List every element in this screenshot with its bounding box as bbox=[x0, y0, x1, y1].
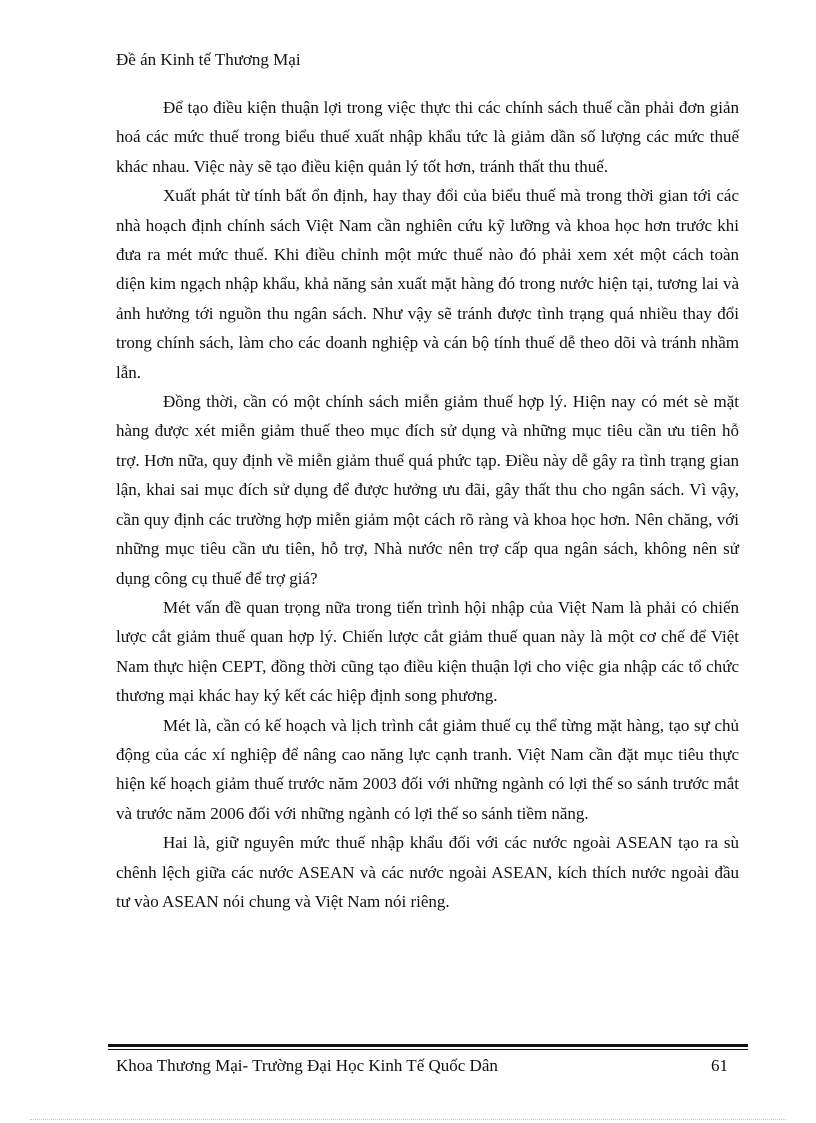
paragraph: Mét vấn đề quan trọng nữa trong tiến trình hội nhập của Việt Nam là phải có chiến lược cắt giảm thuế quan hợp lý. Chiến lược cắt giảm thuế quan này là một cơ chế để Việt Nam thực hiện CEPT, đồng thời cũng tạo điều kiện thuận lợi cho việc gia nhập các tổ chức thương mại khác hay ký kết các hiệp định song phương. bbox=[116, 597, 739, 706]
footer-divider-thick bbox=[108, 1044, 748, 1047]
page-header-title: Đề án Kinh tế Thương Mại bbox=[116, 50, 301, 69]
paragraph: Mét là, cần có kế hoạch và lịch trình cắt giảm thuế cụ thể từng mặt hàng, tạo sự chủ động của các xí nghiệp để nâng cao năng lực cạnh tranh. Việt Nam cần đặt mục tiêu thực hiện kế hoạch giảm thuế trước năm 2003 đối với những ngành có lợi thế so sánh trước mắt và trước năm 2006 đối với những ngành có lợi thế so sánh tiềm năng. bbox=[116, 715, 739, 823]
document-body bbox=[116, 93, 739, 916]
page-bottom-edge bbox=[30, 1119, 786, 1120]
page-footer bbox=[116, 1054, 728, 1078]
page-number: 61 bbox=[711, 1056, 728, 1075]
paragraph: Xuất phát từ tính bất ổn định, hay thay đổi của biểu thuế mà trong thời gian tới các nhà hoạch định chính sách Việt Nam cần nghiên cứu kỹ lưỡng và khoa học hơn trước khi đưa ra mét mức thuế. Khi điều chỉnh một mức thuế nào đó phải xem xét một cách toàn diện kim ngạch nhập khẩu, khả năng sản xuất mặt hàng đó trong nước hiện tại, tương lai và ảnh hưởng tới nguồn thu ngân sách. Như vậy sẽ tránh được tình trạng quá nhiều thay đổi trong chính sách, làm cho các doanh nghiệp và cán bộ tính thuế dễ theo dõi và tránh nhầm lẫn. bbox=[116, 186, 739, 382]
paragraph: Để tạo điều kiện thuận lợi trong việc thực thi các chính sách thuế cần phải đơn giản hoá các mức thuế trong biểu thuế xuất nhập khẩu tức là giảm dần số lượng các mức thuế khác nhau. Việc này sẽ tạo điều kiện quản lý tốt hơn, tránh thất thu thuế. bbox=[116, 98, 739, 176]
paragraph: Hai là, giữ nguyên mức thuế nhập khẩu đối với các nước ngoài ASEAN tạo ra sù chênh lệch giữa các nước ASEAN và các nước ngoài ASEAN, kích thích nước ngoài đầu tư vào ASEAN nói chung và Việt Nam nói riêng. bbox=[116, 833, 739, 911]
footer-divider-thin bbox=[108, 1049, 748, 1050]
paragraph: Đồng thời, cần có một chính sách miễn giảm thuế hợp lý. Hiện nay có mét sè mặt hàng được xét miễn giảm thuế theo mục đích sử dụng và những mục tiêu cần ưu tiên hỗ trợ. Hơn nữa, quy định về miễn giảm thuế quá phức tạp. Điều này dễ gây ra tình trạng gian lận, khai sai mục đích sử dụng để được hưởng ưu đãi, gây thất thu cho ngân sách. Vì vậy, cần quy định các trường hợp miễn giảm một cách rõ ràng và khoa học hơn. Nên chăng, với những mục tiêu cần ưu tiên, hỗ trợ, Nhà nước nên trợ cấp qua ngân sách, không nên sử dụng công cụ thuế để trợ giá? bbox=[116, 392, 739, 588]
footer-text: Khoa Thương Mại- Trường Đại Học Kinh Tế Quốc Dân bbox=[116, 1056, 498, 1075]
